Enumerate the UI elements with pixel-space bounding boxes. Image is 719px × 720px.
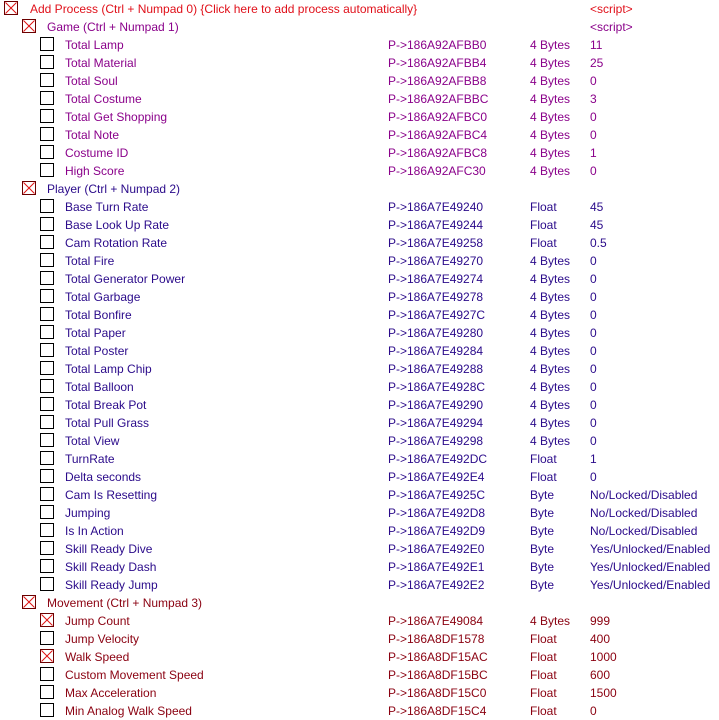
entry-address: P->186A7E4928C xyxy=(388,380,486,394)
entry-address: P->186A8DF15AC xyxy=(388,650,488,664)
entry-type: 4 Bytes xyxy=(530,308,571,322)
entry-address: P->186A92AFBC0 xyxy=(388,110,488,124)
checkbox-unchecked[interactable] xyxy=(40,37,54,51)
entry-description: Max Acceleration xyxy=(65,686,157,700)
table-row[interactable] xyxy=(0,522,719,540)
entry-value[interactable]: 0 xyxy=(590,344,597,358)
checkbox-unchecked[interactable] xyxy=(40,163,54,177)
checkbox-unchecked[interactable] xyxy=(40,631,54,645)
entry-description: Base Look Up Rate xyxy=(65,218,170,232)
entry-type: 4 Bytes xyxy=(530,56,571,70)
table-row[interactable] xyxy=(0,684,719,702)
table-row[interactable] xyxy=(0,54,719,72)
checkbox-unchecked[interactable] xyxy=(40,577,54,591)
table-row[interactable] xyxy=(0,414,719,432)
entry-address: P->186A7E492D9 xyxy=(388,524,486,538)
entry-type: Float xyxy=(530,470,557,484)
table-row[interactable] xyxy=(0,198,719,216)
cross-mark-icon xyxy=(23,20,35,32)
entry-type: Byte xyxy=(530,578,555,592)
entry-type: 4 Bytes xyxy=(530,128,571,142)
table-row[interactable] xyxy=(0,558,719,576)
table-row[interactable] xyxy=(0,360,719,378)
entry-address: P->186A92AFBBC xyxy=(388,92,489,106)
group-game-row[interactable] xyxy=(0,18,719,36)
checkbox-unchecked[interactable] xyxy=(40,541,54,555)
checkbox-unchecked[interactable] xyxy=(40,703,54,717)
checkbox-unchecked[interactable] xyxy=(40,109,54,123)
checkbox-unchecked[interactable] xyxy=(40,433,54,447)
table-row[interactable] xyxy=(0,432,719,450)
entry-value[interactable]: No/Locked/Disabled xyxy=(590,524,698,538)
cross-mark-icon xyxy=(5,2,17,14)
table-row[interactable] xyxy=(0,126,719,144)
entry-address: P->186A7E49298 xyxy=(388,434,484,448)
entry-description: Base Turn Rate xyxy=(65,200,149,214)
entry-description: Total Balloon xyxy=(65,380,134,394)
table-row[interactable] xyxy=(0,288,719,306)
entry-value[interactable]: No/Locked/Disabled xyxy=(590,506,698,520)
entry-type: 4 Bytes xyxy=(530,380,571,394)
entry-value[interactable]: 1000 xyxy=(590,650,617,664)
entry-type: 4 Bytes xyxy=(530,272,571,286)
root-add-process-row[interactable] xyxy=(0,0,719,18)
table-row[interactable] xyxy=(0,702,719,720)
entry-value[interactable]: 0 xyxy=(590,380,597,394)
entry-type: Float xyxy=(530,704,557,718)
table-row[interactable] xyxy=(0,72,719,90)
entry-description: Total Lamp xyxy=(65,38,124,52)
entry-description: Player (Ctrl + Numpad 2) xyxy=(47,182,181,196)
table-row[interactable] xyxy=(0,576,719,594)
entry-type: Float xyxy=(530,452,557,466)
entry-address: P->186A7E492E0 xyxy=(388,542,485,556)
entry-value[interactable]: 1 xyxy=(590,452,597,466)
entry-address: P->186A7E492E2 xyxy=(388,578,485,592)
entry-address: P->186A7E4925C xyxy=(388,488,486,502)
entry-value[interactable]: 0 xyxy=(590,110,597,124)
entry-type: Float xyxy=(530,686,557,700)
checkbox-unchecked[interactable] xyxy=(40,505,54,519)
cross-mark-icon xyxy=(41,650,53,662)
entry-type: 4 Bytes xyxy=(530,398,571,412)
checkbox-unchecked[interactable] xyxy=(40,487,54,501)
entry-address: P->186A7E49284 xyxy=(388,344,484,358)
entry-type: Byte xyxy=(530,542,555,556)
checkbox-unchecked[interactable] xyxy=(40,217,54,231)
checkbox-checked[interactable] xyxy=(22,181,36,195)
entry-address: P->186A7E49274 xyxy=(388,272,484,286)
table-row[interactable] xyxy=(0,306,719,324)
entry-description: Skill Ready Jump xyxy=(65,578,158,592)
entry-address: P->186A7E492D8 xyxy=(388,506,486,520)
entry-type: Float xyxy=(530,236,557,250)
entry-value[interactable]: 0 xyxy=(590,254,597,268)
entry-description: Total Poster xyxy=(65,344,129,358)
table-row[interactable] xyxy=(0,648,719,666)
entry-address: P->186A8DF15C4 xyxy=(388,704,487,718)
entry-address: P->186A8DF15C0 xyxy=(388,686,487,700)
entry-type: Byte xyxy=(530,506,555,520)
entry-address: P->186A7E4927C xyxy=(388,308,486,322)
table-row[interactable] xyxy=(0,216,719,234)
checkbox-unchecked[interactable] xyxy=(40,325,54,339)
entry-value[interactable]: 0 xyxy=(590,704,597,718)
entry-type: 4 Bytes xyxy=(530,434,571,448)
entry-description: Jump Count xyxy=(65,614,130,628)
entry-description: Skill Ready Dash xyxy=(65,560,157,574)
entry-address: P->186A7E49240 xyxy=(388,200,484,214)
entry-value[interactable]: 0 xyxy=(590,398,597,412)
entry-type: 4 Bytes xyxy=(530,614,571,628)
entry-type: 4 Bytes xyxy=(530,110,571,124)
entry-description: Movement (Ctrl + Numpad 3) xyxy=(47,596,203,610)
entry-description: Delta seconds xyxy=(65,470,142,484)
entry-type: Byte xyxy=(530,524,555,538)
entry-address: P->186A7E492E4 xyxy=(388,470,485,484)
entry-type: 4 Bytes xyxy=(530,254,571,268)
entry-description: Total Paper xyxy=(65,326,126,340)
entry-description: Skill Ready Dive xyxy=(65,542,153,556)
checkbox-unchecked[interactable] xyxy=(40,415,54,429)
cross-mark-icon xyxy=(41,614,53,626)
entry-description: Total Get Shopping xyxy=(65,110,168,124)
entry-type: Float xyxy=(530,650,557,664)
table-row[interactable] xyxy=(0,162,719,180)
checkbox-unchecked[interactable] xyxy=(40,271,54,285)
table-row[interactable] xyxy=(0,144,719,162)
entry-description: Total Note xyxy=(65,128,120,142)
checkbox-unchecked[interactable] xyxy=(40,253,54,267)
entry-type: 4 Bytes xyxy=(530,290,571,304)
checkbox-checked[interactable] xyxy=(40,649,54,663)
entry-type: 4 Bytes xyxy=(530,92,571,106)
entry-value[interactable]: 0 xyxy=(590,326,597,340)
entry-value[interactable]: 0 xyxy=(590,308,597,322)
checkbox-unchecked[interactable] xyxy=(40,199,54,213)
table-row[interactable] xyxy=(0,270,719,288)
entry-type: Float xyxy=(530,632,557,646)
entry-description: Is In Action xyxy=(65,524,124,538)
checkbox-unchecked[interactable] xyxy=(40,469,54,483)
entry-value[interactable]: 0 xyxy=(590,434,597,448)
cross-mark-icon xyxy=(23,182,35,194)
entry-address: P->186A92AFC30 xyxy=(388,164,486,178)
entry-value[interactable]: 400 xyxy=(590,632,611,646)
entry-value[interactable]: 0 xyxy=(590,272,597,286)
entry-type: 4 Bytes xyxy=(530,38,571,52)
entry-description: Walk Speed xyxy=(65,650,130,664)
checkbox-unchecked[interactable] xyxy=(40,361,54,375)
table-row[interactable] xyxy=(0,90,719,108)
entry-address: P->186A8DF15BC xyxy=(388,668,488,682)
table-row[interactable] xyxy=(0,540,719,558)
entry-value[interactable]: 45 xyxy=(590,200,604,214)
entry-value[interactable]: 600 xyxy=(590,668,611,682)
entry-type: 4 Bytes xyxy=(530,344,571,358)
table-row[interactable] xyxy=(0,666,719,684)
entry-description: Total Garbage xyxy=(65,290,141,304)
entry-description: Jump Velocity xyxy=(65,632,140,646)
entry-value[interactable]: 25 xyxy=(590,56,604,70)
entry-description: Total Break Pot xyxy=(65,398,147,412)
entry-description: Add Process (Ctrl + Numpad 0) {Click here to add process automatically} xyxy=(30,2,418,16)
checkbox-unchecked[interactable] xyxy=(40,397,54,411)
entry-value[interactable]: 0 xyxy=(590,164,597,178)
entry-address: P->186A7E49290 xyxy=(388,398,484,412)
entry-address: P->186A7E49084 xyxy=(388,614,484,628)
checkbox-checked[interactable] xyxy=(40,613,54,627)
entry-address: P->186A92AFBC8 xyxy=(388,146,488,160)
checkbox-unchecked[interactable] xyxy=(40,289,54,303)
entry-type: 4 Bytes xyxy=(530,362,571,376)
entry-description: Total Generator Power xyxy=(65,272,186,286)
entry-type: Byte xyxy=(530,560,555,574)
entry-type: 4 Bytes xyxy=(530,416,571,430)
entry-value[interactable]: 0 xyxy=(590,362,597,376)
group-movement-row[interactable] xyxy=(0,594,719,612)
table-row[interactable] xyxy=(0,468,719,486)
entry-description: Total Bonfire xyxy=(65,308,132,322)
entry-address: P->186A7E492DC xyxy=(388,452,488,466)
table-row[interactable] xyxy=(0,36,719,54)
cross-mark-icon xyxy=(23,596,35,608)
entry-type: Float xyxy=(530,200,557,214)
entry-value[interactable]: No/Locked/Disabled xyxy=(590,488,698,502)
entry-type: 4 Bytes xyxy=(530,164,571,178)
checkbox-unchecked[interactable] xyxy=(40,73,54,87)
entry-description: Min Analog Walk Speed xyxy=(65,704,192,718)
entry-value[interactable]: 0 xyxy=(590,128,597,142)
entry-value[interactable]: 0 xyxy=(590,290,597,304)
table-row[interactable] xyxy=(0,612,719,630)
entry-description: Total Soul xyxy=(65,74,118,88)
table-row[interactable] xyxy=(0,486,719,504)
entry-description: Game (Ctrl + Numpad 1) xyxy=(47,20,179,34)
entry-description: Total Lamp Chip xyxy=(65,362,152,376)
entry-value[interactable]: Yes/Unlocked/Enabled xyxy=(590,542,711,556)
entry-description: Cam Rotation Rate xyxy=(65,236,168,250)
checkbox-checked[interactable] xyxy=(22,19,36,33)
entry-address: P->186A7E49278 xyxy=(388,290,484,304)
entry-address: P->186A92AFBB0 xyxy=(388,38,487,52)
entry-address: P->186A7E49258 xyxy=(388,236,484,250)
entry-value[interactable]: 0.5 xyxy=(590,236,607,250)
checkbox-unchecked[interactable] xyxy=(40,55,54,69)
entry-type: Byte xyxy=(530,488,555,502)
checkbox-unchecked[interactable] xyxy=(40,235,54,249)
table-row[interactable] xyxy=(0,342,719,360)
table-row[interactable] xyxy=(0,396,719,414)
entry-type: 4 Bytes xyxy=(530,74,571,88)
entry-description: Total Fire xyxy=(65,254,115,268)
entry-description: Total Pull Grass xyxy=(65,416,150,430)
table-row[interactable] xyxy=(0,630,719,648)
entry-value[interactable]: 999 xyxy=(590,614,611,628)
entry-address: P->186A8DF1578 xyxy=(388,632,485,646)
checkbox-unchecked[interactable] xyxy=(40,451,54,465)
entry-address: P->186A92AFBB8 xyxy=(388,74,487,88)
entry-value[interactable]: 11 xyxy=(590,38,603,52)
checkbox-checked[interactable] xyxy=(4,1,18,15)
checkbox-unchecked[interactable] xyxy=(40,523,54,537)
table-row[interactable] xyxy=(0,324,719,342)
entry-address: P->186A7E49288 xyxy=(388,362,484,376)
table-row[interactable] xyxy=(0,108,719,126)
checkbox-unchecked[interactable] xyxy=(40,145,54,159)
entry-description: Cam Is Resetting xyxy=(65,488,158,502)
entry-value[interactable]: Yes/Unlocked/Enabled xyxy=(590,578,711,592)
entry-type: Float xyxy=(530,668,557,682)
entry-type: Float xyxy=(530,218,557,232)
checkbox-unchecked[interactable] xyxy=(40,685,54,699)
table-row[interactable] xyxy=(0,504,719,522)
entry-type: 4 Bytes xyxy=(530,326,571,340)
table-row[interactable] xyxy=(0,252,719,270)
checkbox-unchecked[interactable] xyxy=(40,307,54,321)
table-row[interactable] xyxy=(0,378,719,396)
entry-value[interactable]: 0 xyxy=(590,470,597,484)
table-row[interactable] xyxy=(0,234,719,252)
entry-description: Jumping xyxy=(65,506,111,520)
group-player-row[interactable] xyxy=(0,180,719,198)
entry-value[interactable]: 0 xyxy=(590,74,597,88)
entry-value[interactable]: 1 xyxy=(590,146,597,160)
checkbox-unchecked[interactable] xyxy=(40,559,54,573)
entry-description: Costume ID xyxy=(65,146,129,160)
entry-value[interactable]: 1500 xyxy=(590,686,617,700)
entry-description: Total View xyxy=(65,434,120,448)
entry-address: P->186A7E492E1 xyxy=(388,560,485,574)
entry-value[interactable]: Yes/Unlocked/Enabled xyxy=(590,560,711,574)
table-row[interactable] xyxy=(0,450,719,468)
checkbox-unchecked[interactable] xyxy=(40,343,54,357)
entry-address: P->186A92AFBB4 xyxy=(388,56,487,70)
entry-address: P->186A7E49294 xyxy=(388,416,484,430)
entry-value[interactable]: 45 xyxy=(590,218,604,232)
entry-address: P->186A7E49244 xyxy=(388,218,484,232)
entry-description: Total Costume xyxy=(65,92,142,106)
entry-address: P->186A7E49270 xyxy=(388,254,484,268)
entry-type: 4 Bytes xyxy=(530,146,571,160)
checkbox-unchecked[interactable] xyxy=(40,91,54,105)
entry-description: TurnRate xyxy=(65,452,115,466)
entry-address: P->186A92AFBC4 xyxy=(388,128,488,142)
entry-description: Custom Movement Speed xyxy=(65,668,204,682)
checkbox-unchecked[interactable] xyxy=(40,127,54,141)
checkbox-checked[interactable] xyxy=(22,595,36,609)
checkbox-unchecked[interactable] xyxy=(40,667,54,681)
entry-address: P->186A7E49280 xyxy=(388,326,484,340)
entry-description: Total Material xyxy=(65,56,137,70)
entry-value[interactable]: 0 xyxy=(590,416,597,430)
entry-description: High Score xyxy=(65,164,125,178)
entry-value[interactable]: <script> xyxy=(590,20,633,34)
entry-value[interactable]: <script> xyxy=(590,2,633,16)
entry-value[interactable]: 3 xyxy=(590,92,597,106)
checkbox-unchecked[interactable] xyxy=(40,379,54,393)
